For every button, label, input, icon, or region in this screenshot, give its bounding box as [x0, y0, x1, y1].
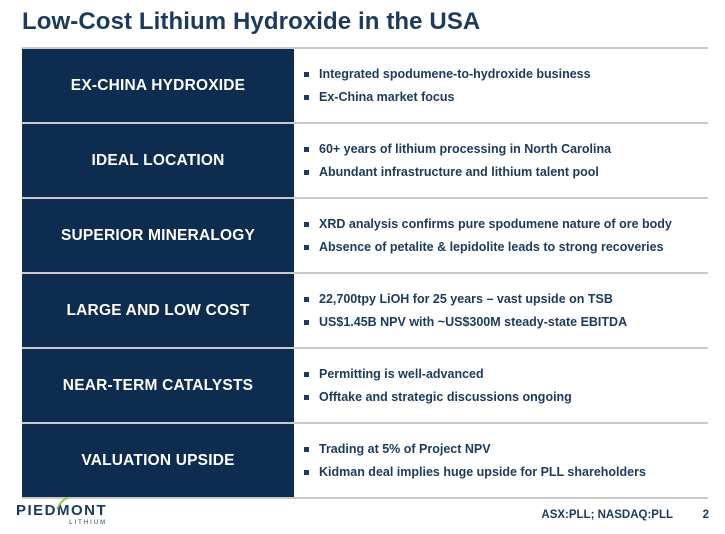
bullet-text: Trading at 5% of Project NPV: [319, 441, 491, 456]
bullet-text: XRD analysis confirms pure spodumene nature of ore body: [319, 216, 672, 231]
bullet-item: [304, 213, 708, 236]
bullet-item: [304, 363, 708, 386]
bullet-square-icon: [304, 72, 309, 77]
bullet-text: Integrated spodumene-to-hydroxide business: [319, 66, 591, 81]
row-label: NEAR-TERM CATALYSTS: [22, 349, 294, 422]
row-label: LARGE AND LOW COST: [22, 274, 294, 347]
bullet-text: 60+ years of lithium processing in North Carolina: [319, 141, 612, 156]
logo-swoosh-icon: [55, 497, 69, 511]
bullet-square-icon: [304, 470, 309, 475]
bullet-item: [304, 138, 708, 161]
table-row: [22, 424, 708, 499]
slide-title: Low-Cost Lithium Hydroxide in the USA: [22, 8, 481, 35]
bullet-square-icon: [304, 372, 309, 377]
bullet-text: US$1.45B NPV with ~US$300M steady-state EBITDA: [319, 314, 628, 329]
bullet-item: [304, 161, 708, 184]
bullet-list: [296, 199, 708, 272]
bullet-list: [296, 124, 708, 197]
logo-name: PIEDMONT: [16, 502, 108, 519]
bullet-item: [304, 311, 708, 334]
bullet-square-icon: [304, 147, 309, 152]
bullet-square-icon: [304, 170, 309, 175]
bullet-item: [304, 288, 708, 311]
table-row: [22, 199, 708, 274]
bullet-text: Ex-China market focus: [319, 89, 455, 104]
bullet-item: [304, 86, 708, 109]
highlights-table: [22, 47, 708, 499]
bullet-square-icon: [304, 395, 309, 400]
bullet-text: Abundant infrastructure and lithium talent pool: [319, 164, 599, 179]
page-number: 2: [702, 509, 709, 521]
ticker-symbols: ASX:PLL; NASDAQ:PLL: [541, 509, 673, 521]
bullet-text: Permitting is well-advanced: [319, 366, 484, 381]
bullet-list: [296, 49, 708, 122]
table-row: [22, 349, 708, 424]
bullet-square-icon: [304, 447, 309, 452]
bullet-square-icon: [304, 95, 309, 100]
bullet-square-icon: [304, 245, 309, 250]
row-label: SUPERIOR MINERALOGY: [22, 199, 294, 272]
bullet-square-icon: [304, 320, 309, 325]
row-label: EX-CHINA HYDROXIDE: [22, 49, 294, 122]
bullet-list: [296, 274, 708, 347]
bullet-text: Offtake and strategic discussions ongoing: [319, 389, 572, 404]
table-row: [22, 274, 708, 349]
bullet-square-icon: [304, 222, 309, 227]
table-row: [22, 47, 708, 124]
bullet-text: 22,700tpy LiOH for 25 years – vast upside on TSB: [319, 291, 613, 306]
logo-subtitle: LITHIUM: [69, 520, 108, 526]
bullet-list: [296, 349, 708, 422]
row-label: VALUATION UPSIDE: [22, 424, 294, 497]
piedmont-logo: [16, 502, 108, 526]
bullet-list: [296, 424, 708, 497]
bullet-text: Kidman deal implies huge upside for PLL shareholders: [319, 464, 646, 479]
bullet-item: [304, 461, 708, 484]
bullet-square-icon: [304, 297, 309, 302]
bullet-item: [304, 236, 708, 259]
bullet-item: [304, 438, 708, 461]
bullet-item: [304, 386, 708, 409]
bullet-item: [304, 63, 708, 86]
row-label: IDEAL LOCATION: [22, 124, 294, 197]
bullet-text: Absence of petalite & lepidolite leads to strong recoveries: [319, 239, 664, 254]
table-row: [22, 124, 708, 199]
